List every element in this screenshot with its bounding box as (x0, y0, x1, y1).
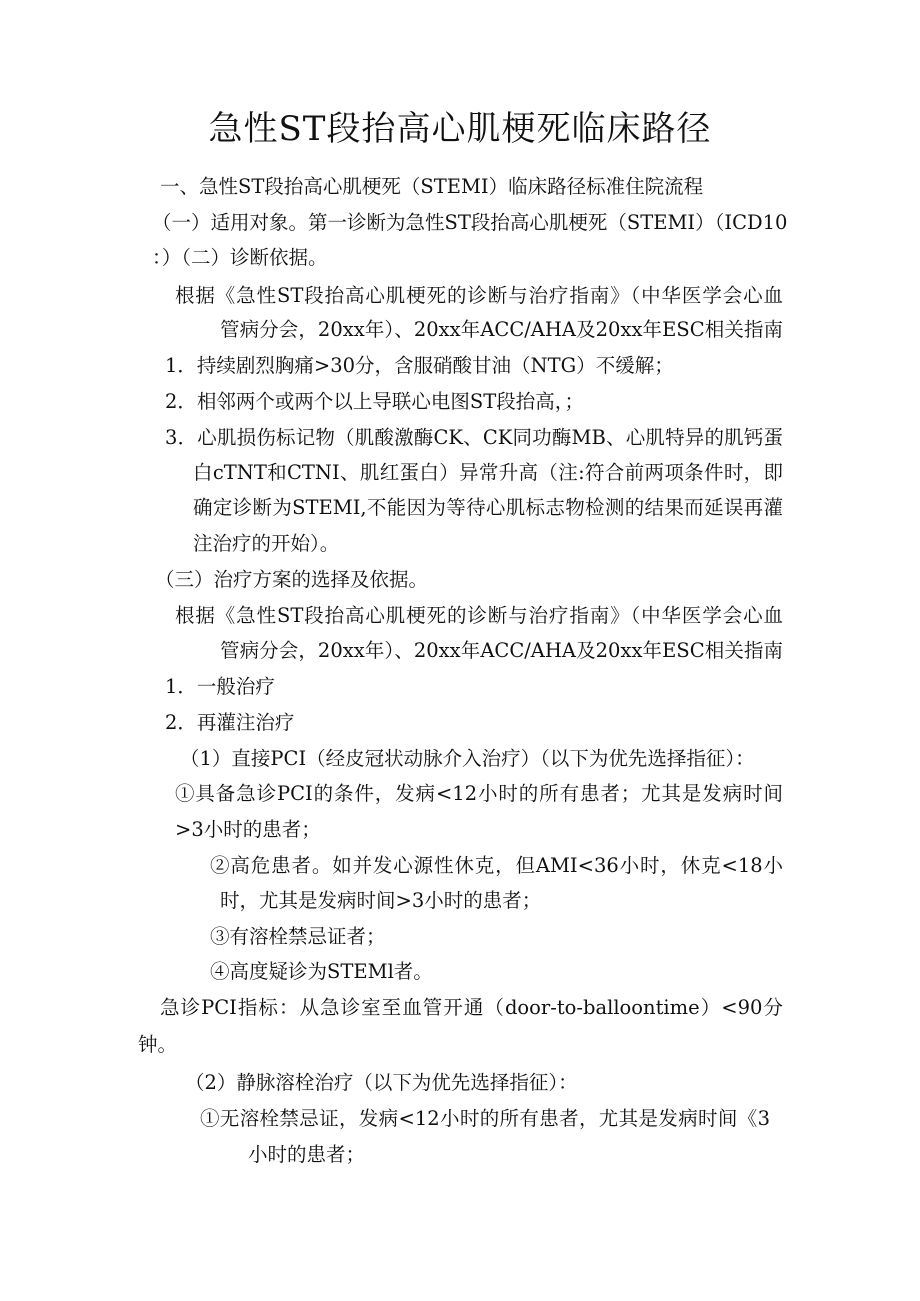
criteria-item-continuation: 小时的患者； (248, 1143, 366, 1166)
criteria-item: ②高危患者。如并发心源性休克，但AMI<36小时，休克<18小 (210, 854, 783, 877)
list-item-continuation: 注治疗的开始）。 (193, 532, 340, 555)
paragraph-line: 管病分会，20xx年）、20xx年ACC/AHA及20xx年ESC相关指南 (220, 318, 783, 341)
list-item-continuation: 白cTNT和CTNI、肌红蛋白）异常升高（注:符合前两项条件时，即 (193, 461, 783, 484)
criteria-item: ③有溶栓禁忌证者； (210, 925, 386, 948)
list-item: 2．相邻两个或两个以上导联心电图ST段抬高，； (165, 390, 585, 413)
section-heading: 一、急性ST段抬高心肌梗死（STEMI）临床路径标准住院流程 (160, 175, 704, 198)
sub-item: （2）静脉溶栓治疗（以下为优先选择指征）： (185, 1071, 578, 1094)
list-item: 2．再灌注治疗 (165, 711, 295, 734)
paragraph-line: 急诊PCI指标：从急诊室至血管开通（door-to-balloontime）<90分 (160, 996, 783, 1019)
paragraph-line: （一）适用对象。第一诊断为急性ST段抬高心肌梗死（STEMI）（ICD10 (152, 211, 788, 234)
section-heading: （三）治疗方案的选择及依据。 (155, 568, 429, 591)
paragraph-line: 根据《急性ST段抬高心肌梗死的诊断与治疗指南》（中华医学会心血 (175, 604, 783, 627)
document-title: 急性ST段抬高心肌梗死临床路径 (208, 109, 712, 149)
list-item: 3．心肌损伤标记物（肌酸激酶CK、CK同功酶MB、心肌特异的肌钙蛋 (165, 426, 783, 449)
list-item-continuation: 确定诊断为STEMI,不能因为等待心肌标志物检测的结果而延误再灌 (193, 496, 783, 519)
criteria-item: ④高度疑诊为STEMl者。 (210, 960, 433, 983)
paragraph-line: 管病分会，20xx年）、20xx年ACC/AHA及20xx年ESC相关指南 (220, 639, 783, 662)
paragraph-line: ：）（二）诊断依据。 (152, 246, 328, 269)
list-item: 1．一般治疗 (165, 675, 275, 698)
criteria-item: ①具备急诊PCI的条件，发病<12小时的所有患者；尤其是发病时间 (175, 782, 783, 805)
paragraph-line: 钟。 (138, 1033, 178, 1056)
sub-item: （1）直接PCI（经皮冠状动脉介入治疗）（以下为优先选择指征）： (180, 747, 755, 770)
paragraph-line: 根据《急性ST段抬高心肌梗死的诊断与治疗指南》（中华医学会心血 (175, 284, 783, 307)
criteria-item-continuation: >3小时的患者； (175, 818, 321, 841)
criteria-item-continuation: 时，尤其是发病时间>3小时的患者； (220, 889, 542, 912)
list-item: 1．持续剧烈胸痛>30分，含服硝酸甘油（NTG）不缓解； (165, 354, 674, 377)
criteria-item: ①无溶栓禁忌证，发病<12小时的所有患者，尤其是发病时间《3 (200, 1107, 770, 1130)
